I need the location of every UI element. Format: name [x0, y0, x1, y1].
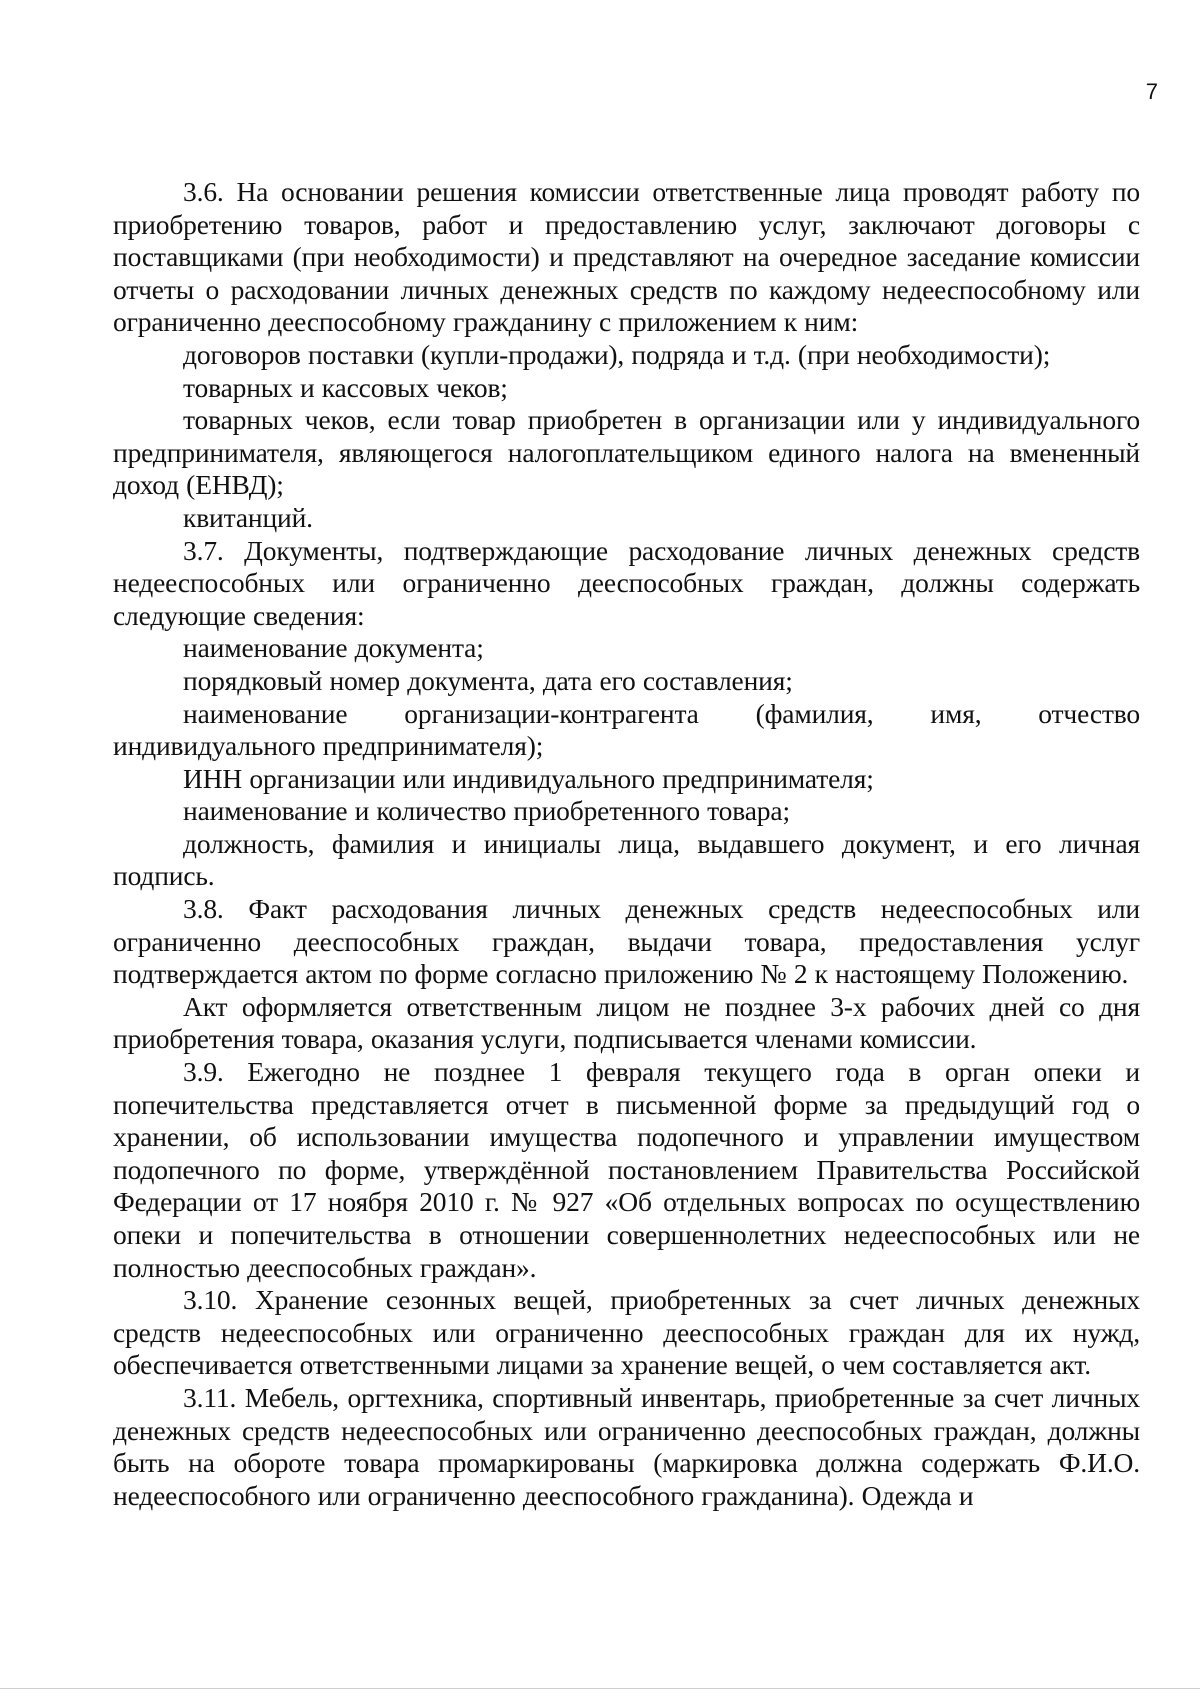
list-item-counterparty: наименование организации-контрагента (фамилия, имя, отчество индивидуального предпринимателя); [113, 697, 1140, 762]
list-item-invoices: квитанций. [183, 501, 313, 533]
paragraph-3-6: 3.6. На основании решения комиссии ответственные лица проводят работу по приобретению товаров, работ и предоставлению услуг, заключают договоры с поставщиками (при необходимости) и представляют на очередное заседание комиссии отчеты о расходовании личных денежных средств по каждому недееспособному или ограниченно дееспособному гражданину с приложением к ним: [113, 176, 1140, 338]
list-item-receipts: товарных и кассовых чеков; [183, 371, 508, 403]
paragraph-act: Акт оформляется ответственным лицом не позднее 3-х рабочих дней со дня приобретения товара, оказания услуги, подписывается членами комиссии. [113, 990, 1140, 1055]
paragraph-3-7: 3.7. Документы, подтверждающие расходование личных денежных средств недееспособных или ограниченно дееспособных граждан, должны содержать следующие сведения: [113, 534, 1140, 631]
list-item-contracts: договоров поставки (купли-продажи), подряда и т.д. (при необходимости); [183, 338, 1051, 370]
list-item-document-number: порядковый номер документа, дата его составления; [183, 664, 793, 696]
paragraph-3-8: 3.8. Факт расходования личных денежных средств недееспособных или ограниченно дееспособных граждан, выдачи товара, предоставления услуг подтверждается актом по форме согласно приложению № 2 к настоящему Положению. [113, 893, 1140, 990]
list-item-signature: должность, фамилия и инициалы лица, выдавшего документ, и его личная подпись. [113, 827, 1140, 892]
paragraph-3-9: 3.9. Ежегодно не позднее 1 февраля текущего года в орган опеки и попечительства представляется отчет в письменной форме за предыдущий год о хранении, об использовании имущества подопечного и управлении имуществом подопечного по форме, утверждённой постановлением Правительства Российской Федерации от 17 ноября 2010 г. № 927 «Об отдельных вопросах по осуществлению опеки и попечительства в отношении совершеннолетних недееспособных или не полностью дееспособных граждан». [113, 1056, 1140, 1283]
page-bottom-edge [0, 1688, 1200, 1689]
paragraph-3-11: 3.11. Мебель, оргтехника, спортивный инвентарь, приобретенные за счет личных денежных средств недееспособных или ограниченно дееспособных граждан, должны быть на обороте товара промаркированы (маркировка должна содержать Ф.И.О. недееспособного или ограниченно дееспособного гражданина). Одежда и [113, 1381, 1140, 1511]
list-item-sales-receipts: товарных чеков, если товар приобретен в организации или у индивидуального предпринимателя, являющегося налогоплательщиком единого налога на вмененный доход (ЕНВД); [113, 404, 1140, 501]
page-number: 7 [1145, 79, 1158, 104]
paragraph-3-10: 3.10. Хранение сезонных вещей, приобретенных за счет личных денежных средств недееспособных или ограниченно дееспособных граждан для их нужд, обеспечивается ответственными лицами за хранение вещей, о чем составляется акт. [113, 1284, 1140, 1381]
list-item-document-name: наименование документа; [183, 632, 484, 664]
list-item-goods: наименование и количество приобретенного товара; [183, 795, 790, 827]
document-body [113, 176, 1140, 1512]
list-item-inn: ИНН организации или индивидуального предпринимателя; [183, 762, 874, 794]
